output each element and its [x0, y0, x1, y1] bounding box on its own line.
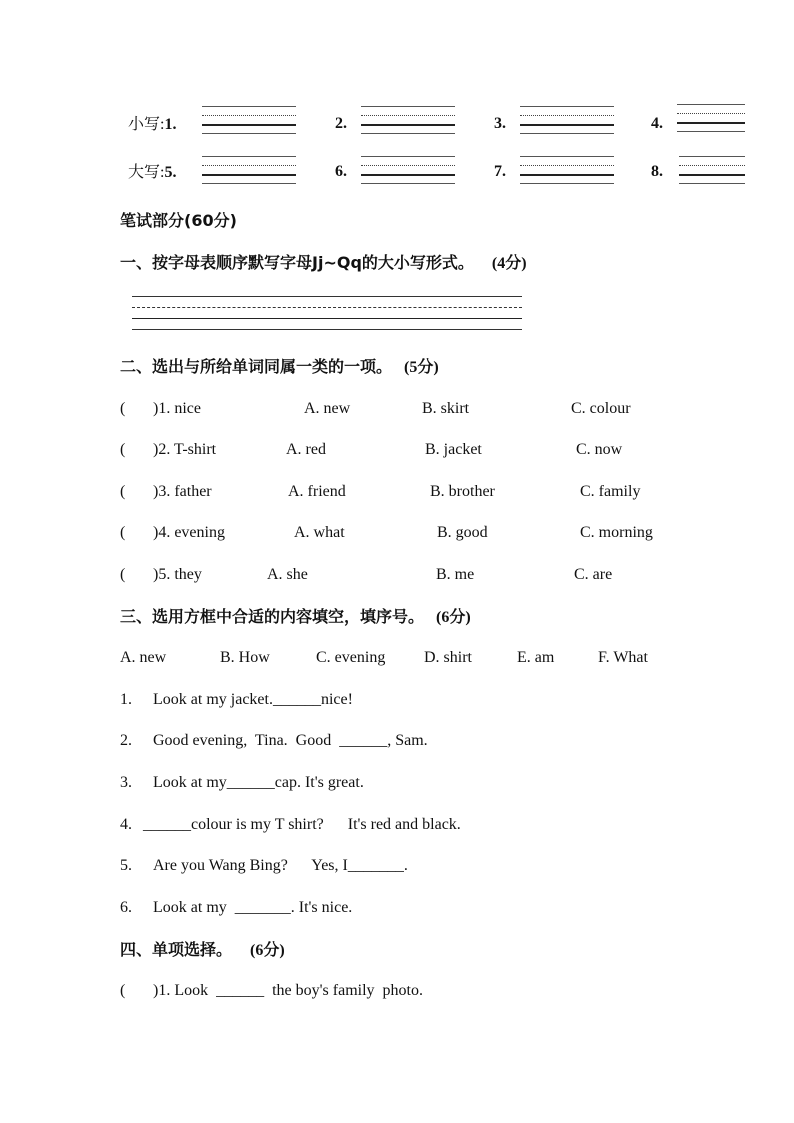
- question-stem: )1. nice: [153, 400, 201, 417]
- question-stem: )3. father: [153, 483, 212, 500]
- option-c: C. colour: [571, 400, 631, 417]
- word-option: C. evening: [316, 649, 386, 666]
- uppercase-label-text: 大写: [128, 162, 161, 181]
- blank-number: 5.: [164, 164, 177, 181]
- alphabet-writing-lines[interactable]: [132, 296, 522, 332]
- lowercase-label-text: 小写: [128, 114, 161, 133]
- answer-paren[interactable]: (: [120, 483, 126, 500]
- option-a: A. what: [294, 524, 345, 541]
- writing-grid-2[interactable]: [361, 106, 455, 134]
- answer-paren[interactable]: (: [120, 400, 126, 417]
- word-option: B. How: [220, 649, 270, 666]
- word-option: F. What: [598, 649, 648, 666]
- lowercase-label: [128, 114, 176, 135]
- written-part-title: 笔试部分(60分): [120, 211, 237, 230]
- item-number: 5.: [120, 857, 132, 874]
- uppercase-label: [128, 162, 176, 183]
- blank-number: 4.: [651, 115, 663, 132]
- word-option: A. new: [120, 649, 167, 666]
- fill-blank-sentence[interactable]: Look at my jacket.______nice!: [153, 691, 353, 708]
- answer-paren[interactable]: (: [120, 524, 126, 541]
- option-a: A. new: [304, 400, 351, 417]
- option-c: C. now: [576, 441, 623, 458]
- word-option: D. shirt: [424, 649, 472, 666]
- blank-number: 6.: [335, 163, 347, 180]
- blank-number: 1.: [164, 116, 177, 133]
- answer-paren[interactable]: (: [120, 566, 126, 583]
- section4-title: 四、单项选择。: [120, 940, 233, 959]
- section1-score: (4分): [491, 255, 527, 272]
- option-b: B. me: [436, 566, 475, 583]
- option-b: B. brother: [430, 483, 495, 500]
- answer-paren[interactable]: (: [120, 441, 126, 458]
- writing-grid-3[interactable]: [520, 106, 614, 134]
- option-c: C. morning: [580, 524, 653, 541]
- writing-grid-4[interactable]: [677, 104, 745, 132]
- section4-heading: [120, 939, 285, 962]
- writing-grid-6[interactable]: [361, 156, 455, 184]
- section3-title: 三、选用方框中合适的内容填空，填序号。: [120, 607, 425, 626]
- word-option: E. am: [517, 649, 555, 666]
- section2-title: 二、选出与所给单词同属一类的一项。: [120, 357, 393, 376]
- writing-grid-5[interactable]: [202, 156, 296, 184]
- section1-title: 一、按字母表顺序默写字母Jj~Qq的大小写形式。: [120, 253, 474, 272]
- fill-blank-sentence[interactable]: ______colour is my T shirt? It's red and black.: [143, 816, 461, 833]
- answer-paren[interactable]: (: [120, 982, 126, 999]
- option-a: A. red: [286, 441, 326, 458]
- option-a: A. friend: [288, 483, 346, 500]
- writing-grid-8[interactable]: [679, 156, 745, 184]
- option-b: B. jacket: [425, 441, 482, 458]
- section1-heading: [120, 252, 527, 275]
- section4-score: (6分): [250, 942, 285, 959]
- blank-number: 8.: [651, 163, 663, 180]
- fill-blank-sentence[interactable]: Look at my _______. It's nice.: [153, 899, 353, 916]
- option-b: B. skirt: [422, 400, 470, 417]
- question-stem: )1. Look ______ the boy's family photo.: [153, 982, 423, 999]
- blank-number: 2.: [335, 115, 347, 132]
- lowercase-colon: :: [160, 116, 165, 133]
- item-number: 3.: [120, 774, 132, 791]
- fill-blank-sentence[interactable]: Are you Wang Bing? Yes, I_______.: [153, 857, 408, 874]
- blank-number: 3.: [494, 115, 506, 132]
- section2-score: (5分): [404, 359, 439, 376]
- question-stem: )2. T-shirt: [153, 441, 217, 458]
- item-number: 2.: [120, 732, 132, 749]
- option-b: B. good: [437, 524, 488, 541]
- item-number: 6.: [120, 899, 132, 916]
- question-stem: )5. they: [153, 566, 202, 583]
- fill-blank-sentence[interactable]: Look at my______cap. It's great.: [153, 774, 364, 791]
- option-c: C. are: [574, 566, 613, 583]
- section2-heading: [120, 356, 439, 379]
- blank-number: 7.: [494, 163, 506, 180]
- section3-heading: [120, 606, 471, 629]
- fill-blank-sentence[interactable]: Good evening, Tina. Good ______, Sam.: [153, 732, 428, 749]
- item-number: 4.: [120, 816, 132, 833]
- option-c: C. family: [580, 483, 641, 500]
- item-number: 1.: [120, 691, 132, 708]
- uppercase-colon: :: [160, 164, 165, 181]
- writing-grid-7[interactable]: [520, 156, 614, 184]
- section3-score: (6分): [436, 609, 471, 626]
- writing-grid-1[interactable]: [202, 106, 296, 134]
- option-a: A. she: [267, 566, 308, 583]
- question-stem: )4. evening: [153, 524, 225, 541]
